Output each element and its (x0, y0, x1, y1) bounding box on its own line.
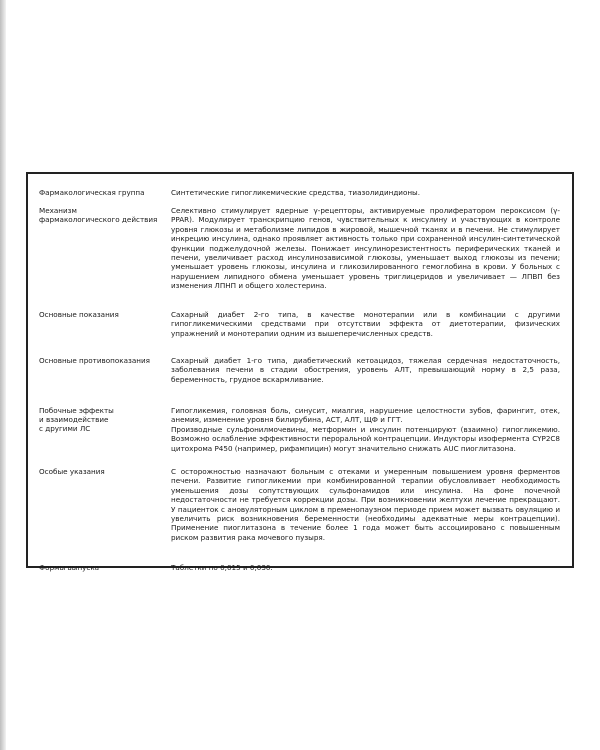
table-row-special-notes (39, 467, 560, 559)
table-row-side-effects (39, 406, 560, 463)
table-row-indications (39, 310, 560, 352)
row-text: Селективно стимулирует ядерные γ-рецепторы, активируемые пролифератором пероксисом (γ-PPAR). Модулирует транскрипцию генов, чувствительных к инсулину и участвующих в контроле уровня глюкозы и метаболизме липидов в жировой, мышечной тканях и в печени. Не стимулирует инкрецию инсулина, однако проявляет активность только при сохраненной инсулин-синтетической функции поджелудочной железы. Понижает инсулинорезистентность периферических тканей и печени, увеличивает расход инсулинозависимой глюкозы, уменьшает выход глюкозы из печени; уменьшает уровень глюкозы, инсулина и гликозилированного гемоглобина в крови. У больных с нарушением липидного обмена уменьшает уровень триглицеридов и увеличивает — ЛПВП без изменения ЛПНП и общего холестерина. (171, 206, 560, 291)
drug-info-table (26, 172, 574, 572)
row-text: Синтетические гипогликемические средства, тиазолидиндионы. (171, 188, 421, 197)
row-label: Формы выпуска (39, 563, 100, 572)
row-label: Основные противопоказания (39, 356, 150, 365)
page-edge-shadow (0, 0, 6, 750)
row-text: С осторожностью назначают больным с отеками и умеренным повышением уровня ферментов печени. Развитие гипогликемии при комбинированной терапии обусловливает необходимость уменьшения дозы сопутствующих сульфонамидов или инсулина. На фоне почечной недостаточности не требуется коррекции дозы. При возникновении желтухи лечение прекращают. У пациенток с ановуляторным циклом в пременопаузном периоде прием может вызвать овуляцию и увеличить риск возникновения беременности (необходимы адекватные меры контрацепции). Применение пиоглитазона в течение более 1 года может быть ассоциировано с повышенным риском развития рака мочевого пузыря. (171, 467, 560, 542)
row-label: Побочные эффекты и взаимодействие с другими ЛС (39, 406, 114, 433)
row-text: Сахарный диабет 1-го типа, диабетический кетоацидоз, тяжелая сердечная недостаточность, заболевания печени в стадии обострения, уровень АЛТ, превышающий норму в 2,5 раза, беременность, грудное вскармливание. (171, 356, 560, 384)
row-text: Таблетки по 0,015 и 0,030. (171, 563, 273, 572)
row-label: Фармакологическая группа (39, 188, 145, 197)
row-text: Сахарный диабет 2-го типа, в качестве монотерапии или в комбинации с другими гипогликемическими средствами при отсутствии эффекта от диетотерапии, физических упражнений и монотерапии одним из вышеперечисленных средств. (171, 310, 560, 338)
table-row-pharmacological-group (39, 188, 560, 200)
row-label: Особые указания (39, 467, 105, 476)
row-label: Механизм фармакологического действия (39, 206, 158, 224)
table-row-release-forms (39, 563, 560, 575)
row-text: Гипогликемия, головная боль, синусит, миалгия, нарушение целостности зубов, фарингит, отек, анемия, изменение уровня билирубина, АСТ, АЛТ, ЩФ и ГГТ. Производные сульфонилмочевины, метформин и инсулин потенцируют (взаимно) гипогликемию. Возможно ослабление эффективности пероральной контрацепции. Индукторы изофермента CYP2C8 цитохрома P450 (например, рифампицин) могут значительно снижать AUC пиоглитазона. (171, 406, 560, 453)
row-label: Основные показания (39, 310, 119, 319)
table-row-contraindications (39, 356, 560, 402)
table-row-mechanism (39, 206, 560, 305)
